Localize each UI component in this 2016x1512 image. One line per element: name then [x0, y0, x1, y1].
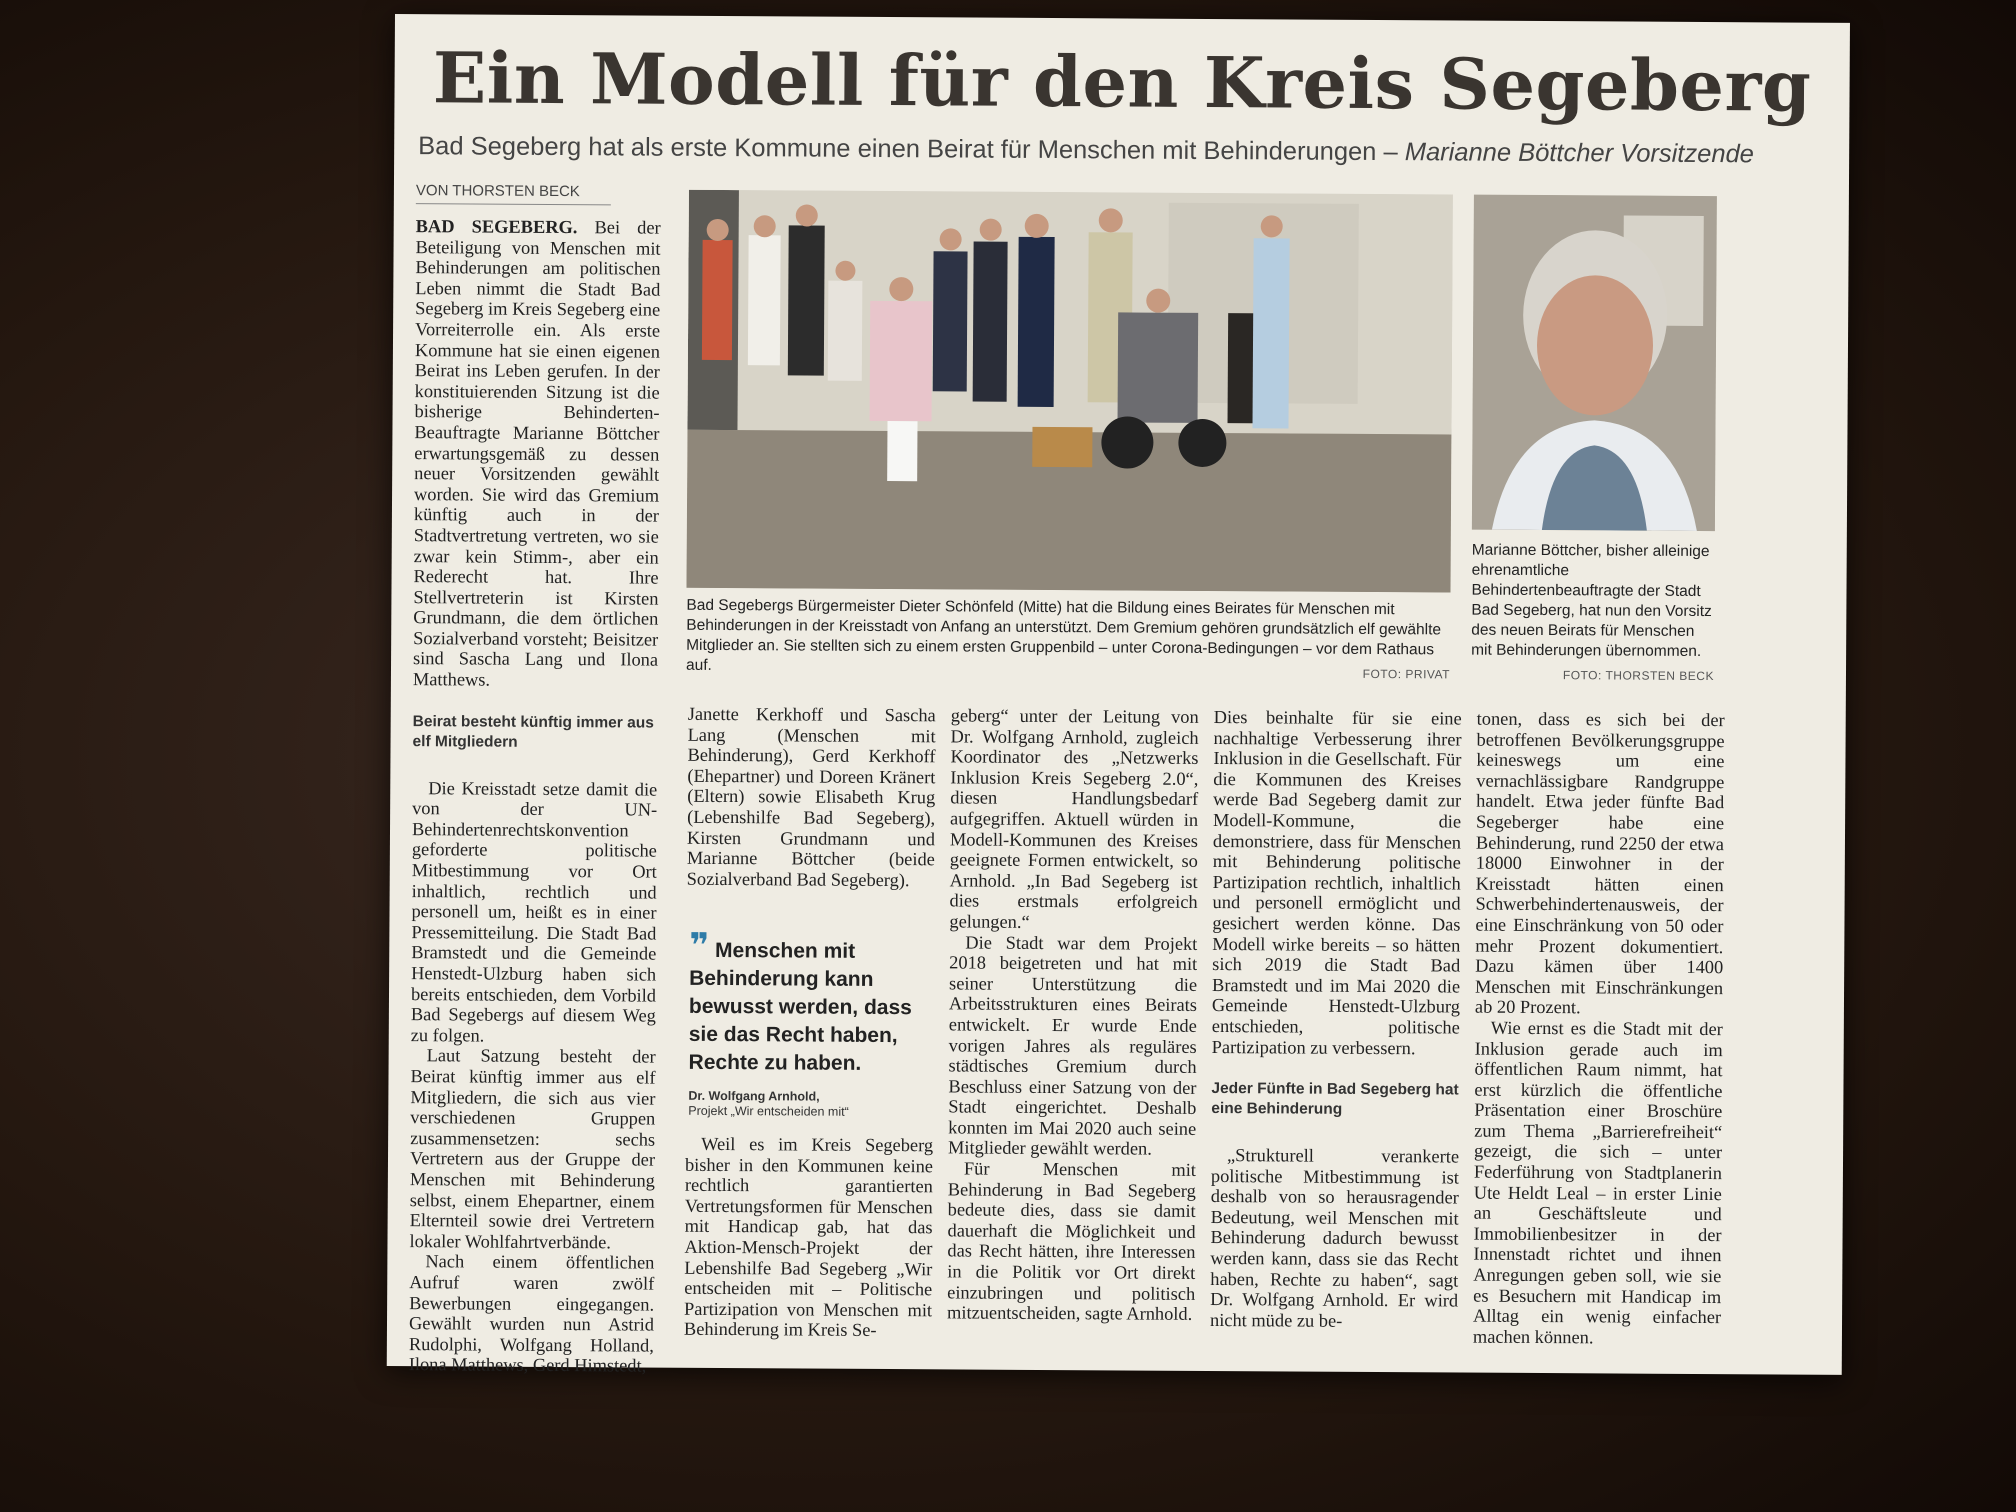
pull-quote [688, 925, 929, 1120]
paragraph: Die Stadt war dem Projekt 2018 beigetreten und hat mit seiner Unterstützung die Arbeitsstrukturen eines Beirats entwickelt. Er wurde Ende vorigen Jahres als reguläres städtisches Gremium durch Beschluss einer Satzung von der Stadt eingerichtet. Deshalb konnten im Mai 2020 auch seine Mitglieder gewählt werden. [948, 932, 1198, 1160]
main-photo-credit: FOTO: PRIVAT [1362, 666, 1451, 682]
paragraph: Laut Satzung besteht der Beirat künftig immer aus elf Mitgliedern, die sich aus vier verschiedenen Gruppen zusammensetzen: sechs Vertretern aus der Gruppe der Menschen mit Behinderung selbst, einem Ehepartner, einem Elternteil sowie drei Vertretern lokaler Wohlfahrtverbände. [409, 1045, 656, 1253]
article-column-3 [947, 705, 1199, 1324]
group-photo-illustration [687, 190, 1453, 593]
quote-mark-icon: ❞ [689, 925, 710, 966]
paragraph: Dies beinhalte für sie eine nachhaltige Verbesserung ihrer Inklusion in die Gesellschaft. Für die Kommunen des Kreises werde Bad Segeberg damit zur Modell-Kommune, die demonstriere, dass für Menschen mit Behinderung politische Partizipation rechtlich, inhaltlich und personell ermöglicht und gesichert werden könne. Das Modell wirke bereits – so hätten sich 2019 die Stadt Bad Bramstedt und im Mai 2020 die Gemeinde Henstedt-Ulzburg entschieden, politische Partizipation zu verbessern. [1211, 707, 1462, 1058]
paragraph: tonen, dass es sich bei der betroffenen Bevölkerungsgruppe keineswegs um eine vernachlässigbare Randgruppe handelt. Etwa jeder fünfte Bad Segeberger habe eine Behinderung, rund 2250 der etwa 18000 Einwohner in der Kreisstadt hätten einen Schwerbehindertenausweis, der eine Einschränkung von 50 oder mehr Prozent dokumentiert. Dazu kämen über 1400 Menschen mit Einschränkungen ab 20 Prozent. [1474, 708, 1725, 1018]
subheading: Beirat besteht künftig immer aus elf Mitgliedern [412, 712, 654, 751]
article-column-1 [409, 216, 661, 1376]
portrait-illustration [1472, 195, 1717, 531]
paragraph: Janette Kerkhoff und Sascha Lang (Menschen mit Behinderung), Gerd Kerkhoff (Ehepartner) und Doreen Kränert (Eltern) sowie Elisabeth Krug (Lebenshilfe Bad Segeberg), Kirsten Grundmann und Marianne Böttcher (beide Sozialverband Bad Segeberg). [686, 703, 936, 890]
paragraph: Die Kreisstadt setze damit die von der UN-Behindertenrechtskonvention geforderte politische Mitbestimmung vor Ort inhaltlich, rechtlich und personell um, heißt es in einer Pressemitteilung. Die Stadt Bad Bramstedt und die Gemeinde Henstedt-Ulzburg haben sich bereits entschieden, dem Vorbild Bad Segebergs auf diesem Weg zu folgen. [410, 777, 658, 1046]
article-column-2 [687, 704, 936, 891]
paragraph: geberg“ unter der Leitung von Dr. Wolfgang Arnhold, zugleich Koordinator des „Netzwerks Inklusion Kreis Segeberg 2.0“, diesen Handlungsbedarf aufgegriffen. Aktuell würden in Modell-Kommunen des Kreises geeignete Formen entwickelt, so Arnhold. „In Bad Segeberg ist dies erstmals erfolgreich gelungen.“ [949, 705, 1199, 932]
subtitle-main: Bad Segeberg hat als erste Kommune einen Beirat für Menschen mit Behinderungen – [418, 132, 1405, 167]
paragraph: Wie ernst es die Stadt mit der Inklusion gerade auch im öffentlichen Raum nimmt, hat erst kürzlich die öffentliche Präsentation einer Broschüre zum Thema „Barrierefreiheit“ gezeigt, die sich – unter Federführung von Stadtplanerin Ute Heldt Leal – in erster Linie an Geschäftsleute und Immobilienbesitzer in der Innenstadt richtet und ihnen Anregungen geben soll, wie sie es Besuchern mit Handicap im Alltag ein wenig einfacher machen können. [1472, 1017, 1723, 1348]
pull-quote-author: Dr. Wolfgang Arnhold, [688, 1088, 820, 1104]
article-column-2-continued [684, 1134, 933, 1341]
group-photo [687, 190, 1453, 593]
paragraph: Weil es im Kreis Segeberg bisher in den Kommunen keine rechtlich garantierten Vertretungsformen für Menschen mit Handicap gab, hat das Aktion-Mensch-Projekt der Lebenshilfe Bad Segeberg „Wir entscheiden mit – Politische Partizipation von Menschen mit Behinderung im Kreis Se- [683, 1133, 934, 1341]
paragraph: Nach einem öffentlichen Aufruf waren zwölf Bewerbungen eingegangen. Gewählt wurden nun Astrid Rudolphi, Wolfgang Holland, Ilona Matthews, Gerd Himstedt, [408, 1251, 655, 1376]
pull-quote-role: Projekt „Wir entscheiden mit“ [688, 1103, 849, 1119]
article-column-4 [1210, 707, 1462, 1332]
newspaper-clipping [387, 14, 1850, 1375]
article-subtitle [418, 132, 1838, 170]
paragraph: „Strukturell verankerte politische Mitbestimmung ist deshalb von so herausragender Bedeutung, weil Menschen mit Behinderung dadurch bewusst werden kann, dass sie das Recht haben, Rechte zu haben“, sagt Dr. Wolfgang Arnhold. Er wird nicht müde zu be- [1209, 1145, 1460, 1331]
paragraph: BAD SEGEBERG. Bei der Beteiligung von Menschen mit Behinderungen am politischen Leben nimmt die Stadt Bad Segeberg im Kreis Segeberg eine Vorreiterrolle ein. Als erste Kommune hat sie einen eigenen Beirat ins Leben gerufen. In der konstituierenden Sitzung ist die bisherige Behinderten-Beauftragte Marianne Böttcher erwartungsgemäß zu dessen neuer Vorsitzenden gewählt worden. Sie wird das Gremium künftig auch in der Stadtvertretung vertreten, wo sie zwar kein Stimm-, aber ein Rederecht hat. Ihre Stellvertreterin ist Kirsten Grundmann, die dem örtlichen Sozialverband vorsteht; Beisitzer sind Sascha Lang und Ilona Matthews. [412, 216, 661, 690]
pull-quote-attribution [688, 1089, 928, 1120]
portrait-photo [1472, 195, 1717, 531]
pull-quote-text: ❞ Menschen mit Behinderung kann bewusst werden, dass sie das Recht haben, Rechte zu haben. [688, 925, 912, 1075]
portrait-credit: FOTO: THORSTEN BECK [1562, 668, 1715, 684]
subheading: Jeder Fünfte in Bad Segeberg hat eine Behinderung [1211, 1080, 1459, 1118]
article-headline: Ein Modell für den Kreis Segeberg [432, 36, 1812, 128]
article-column-5 [1473, 709, 1725, 1349]
portrait-caption: Marianne Böttcher, bisher alleinige ehrenamtliche Behindertenbeauftragte der Stadt Bad Segeberg, hat nun den Vorsitz des neuen Beirats für Menschen mit Behinderungen übernommen. FOTO: THORSTEN BECK [1471, 541, 1715, 686]
paragraph: Für Menschen mit Behinderung in Bad Segeberg bedeute dies, dass sie damit dauerhaft die Möglichkeit und das Recht hätten, ihre Interessen in die Politik vor Ort direkt einzubringen und politisch mitzuentscheiden, sagte Arnhold. [947, 1158, 1197, 1325]
dateline: BAD SEGEBERG. [415, 216, 578, 238]
subtitle-tail: Marianne Böttcher Vorsitzende [1404, 138, 1755, 169]
main-photo-caption: Bad Segebergs Bürgermeister Dieter Schönfeld (Mitte) hat die Bildung eines Beirates für Menschen mit Behinderungen in der Kreisstadt von Anfang an unterstützt. Dem Gremium gehören grundsätzlich elf gewählte Mitglieder an. Sie stellten sich zu einem ersten Gruppenbild – unter Corona-Bedingungen – vor dem Rathaus auf. FOTO: PRIVAT [686, 596, 1450, 685]
byline: VON THORSTEN BECK [416, 182, 611, 205]
